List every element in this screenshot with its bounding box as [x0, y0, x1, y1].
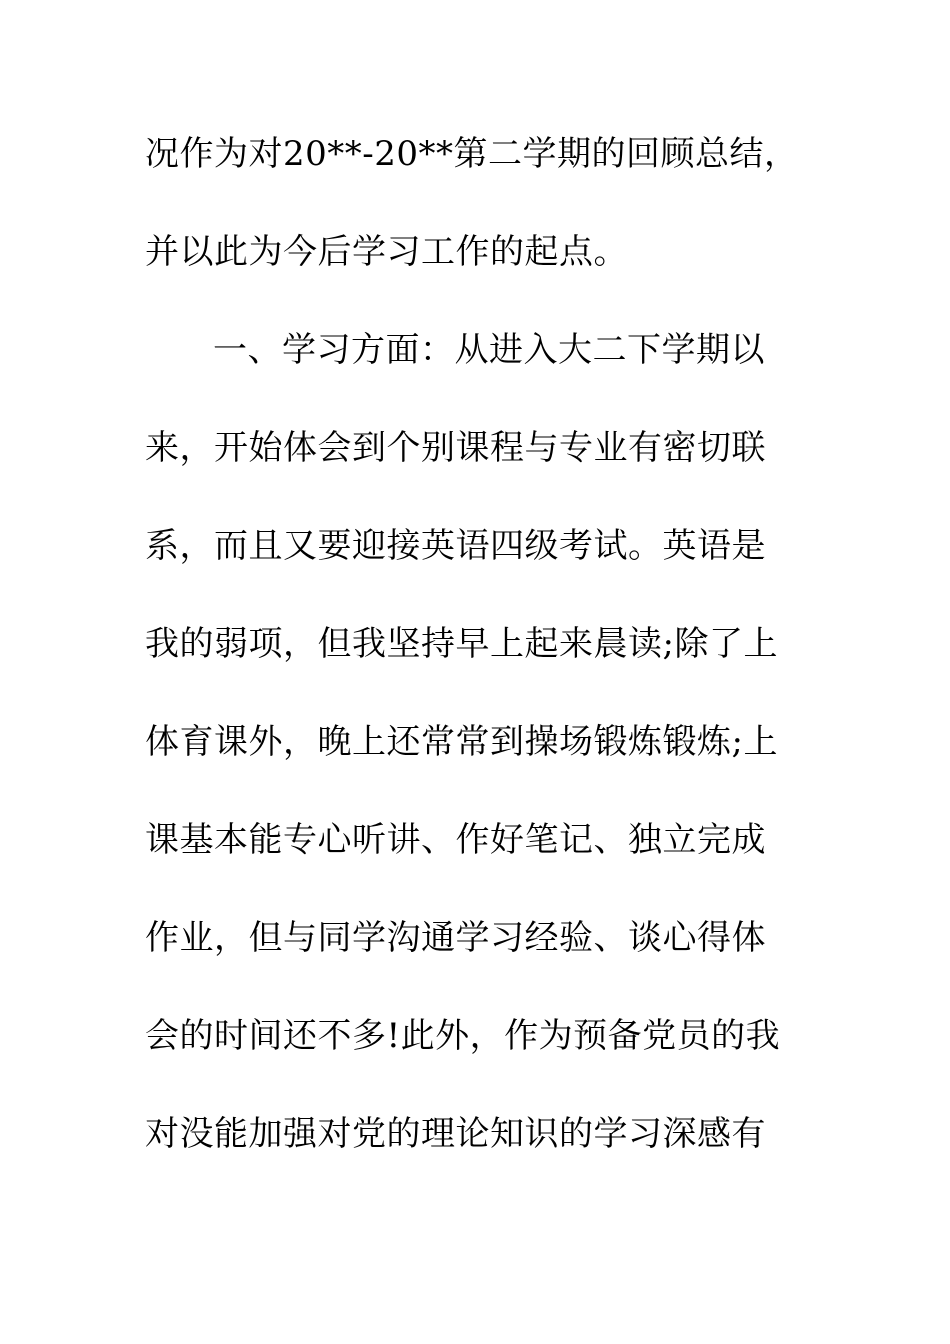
text-line-3: 一、学习方面：从进入大二下学期以: [213, 330, 765, 370]
text-line-1: 况作为对20**-20**第二学期的回顾总结，: [145, 134, 799, 174]
text-line-8: 课基本能专心听讲、作好笔记、独立完成: [145, 820, 766, 860]
text-line-10: 会的时间还不多!此外，作为预备党员的我: [145, 1016, 781, 1056]
text-line-6: 我的弱项，但我坚持早上起来晨读;除了上: [145, 624, 778, 664]
text-line-4: 来，开始体会到个别课程与专业有密切联: [145, 428, 766, 468]
body-text: [145, 126, 805, 1204]
text-line-2: 并以此为今后学习工作的起点。: [145, 232, 628, 272]
text-line-5: 系，而且又要迎接英语四级考试。英语是: [145, 526, 766, 566]
text-line-7: 体育课外，晚上还常常到操场锻炼锻炼;上: [145, 722, 778, 762]
text-line-11: 对没能加强对党的理论知识的学习深感有: [145, 1114, 766, 1154]
text-line-9: 作业，但与同学沟通学习经验、谈心得体: [145, 918, 766, 958]
